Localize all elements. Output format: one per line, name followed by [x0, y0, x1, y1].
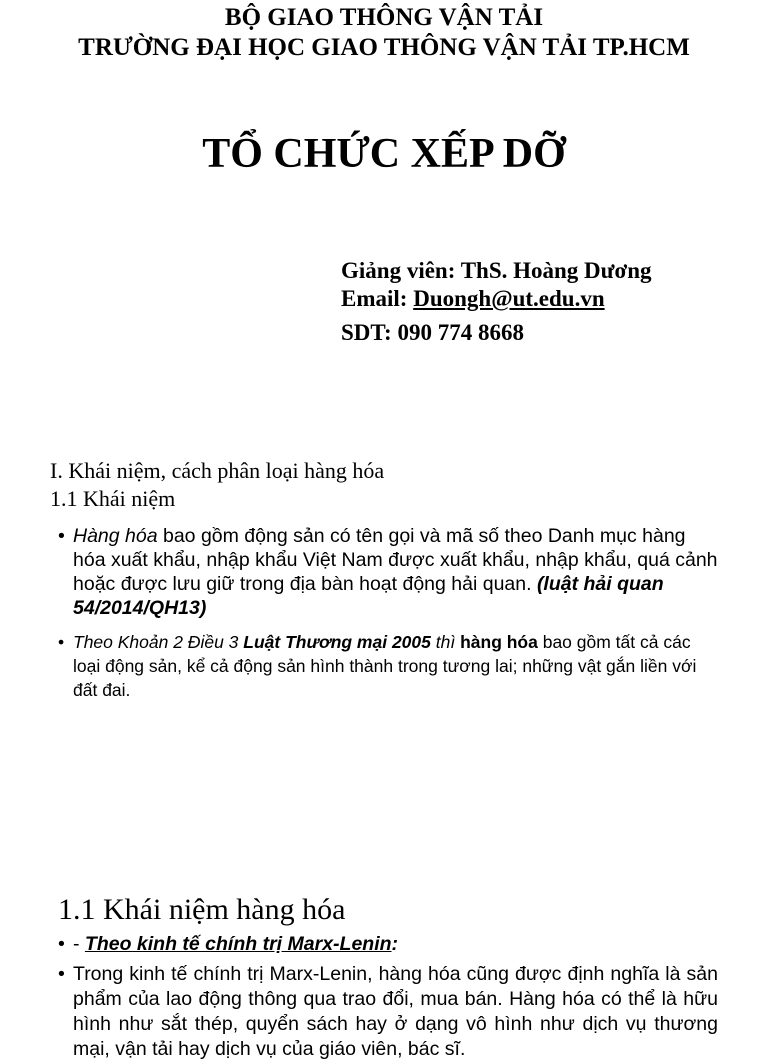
bullet-body: bao gồm tất cả các loại động sản, kể cả động sản hình thành trong tương lai; những vật gắn liền với đất đai. [73, 632, 697, 700]
section-heading: I. Khái niệm, cách phân loại hàng hóa [50, 458, 385, 483]
bullet-body: Trong kinh tế chính trị Marx-Lenin, hàng hóa cũng được định nghĩa là sản phẩm của lao động thông qua trao đổi, mua bán. Hàng hóa có thể là hữu hình như sắt thép, quyển sách hay ở dạng vô hình như dịch vụ thương mại, vận tải hay dịch vụ của giáo viên, bác sĩ. [73, 963, 718, 1060]
bullet-text [73, 524, 718, 620]
bullet-glyph: • [58, 963, 65, 985]
bullet-suffix: : [391, 933, 399, 955]
term-hang-hoa: hàng hóa [460, 632, 538, 652]
law-intro: Theo Khoản 2 Điều 3 [73, 632, 244, 652]
law-reference: (luật hải quan 54/2014/QH13) [73, 573, 664, 619]
bullet-body: bao gồm động sản có tên gọi và mã số theo Danh mục hàng hóa xuất khẩu, nhập khẩu Việt Nam được xuất khẩu, nhập khẩu, quá cảnh hoặc được lưu giữ trong địa bàn hoạt động hải quan. [73, 525, 718, 595]
email-line [341, 286, 605, 312]
bullet-glyph: • [58, 632, 65, 652]
bullet-glyph: • [58, 525, 65, 547]
bullet-commercial-law [58, 630, 718, 702]
term-hang-hoa: Hàng hóa [73, 525, 158, 547]
bullet-customs-law [58, 524, 718, 620]
course-title: TỔ CHỨC XẾP DỠ [202, 131, 566, 177]
university-name: TRƯỜNG ĐẠI HỌC GIAO THÔNG VẬN TẢI TP.HCM [78, 34, 690, 61]
title-slide [0, 0, 768, 420]
bullet-definition [58, 962, 718, 1062]
marx-lenin-link[interactable]: Theo kinh tế chính trị Marx-Lenin [84, 933, 392, 955]
goods-concept-slide [0, 860, 768, 1060]
subsection-heading: 1.1 Khái niệm [50, 486, 176, 511]
bullet-text [73, 630, 718, 702]
lecturer-line: Giảng viên: ThS. Hoàng Dương [341, 258, 652, 283]
bullet-prefix: - [73, 933, 85, 955]
ministry-name: BỘ GIAO THÔNG VẬN TẢI [224, 4, 544, 31]
email-link[interactable]: Duongh@ut.edu.vn [413, 286, 605, 311]
phone-line: SDT: 090 774 8668 [341, 320, 524, 345]
bullet-glyph: • [58, 933, 65, 955]
law-thi: thì [430, 632, 461, 652]
bullet-text [73, 932, 718, 956]
email-label: Email: [341, 286, 414, 311]
slide-title: 1.1 Khái niệm hàng hóa [58, 893, 346, 926]
law-name: Luật Thương mại 2005 [243, 632, 431, 652]
bullet-marx-lenin [58, 932, 718, 956]
concept-slide [0, 420, 768, 860]
